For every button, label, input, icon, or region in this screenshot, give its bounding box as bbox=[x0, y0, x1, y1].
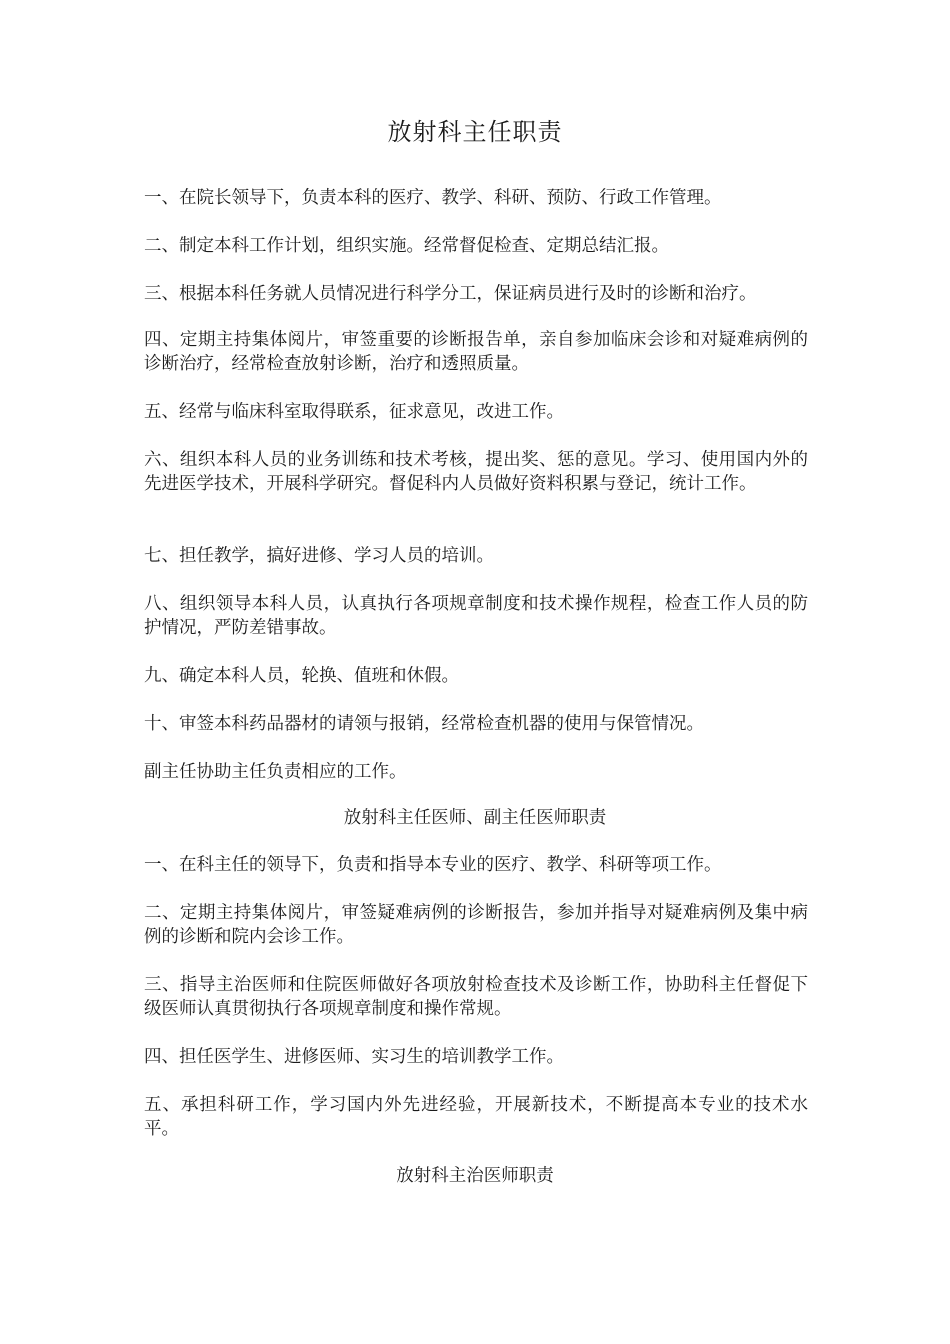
duty-item-6: 六、组织本科人员的业务训练和技术考核，提出奖、惩的意见。学习、使用国内外的先进医学技术，开展科学研究。督促科内人员做好资料积累与登记，统计工作。 bbox=[144, 450, 808, 494]
duty-item-8: 八、组织领导本科人员，认真执行各项规章制度和技术操作规程，检查工作人员的防护情况，严防差错事故。 bbox=[144, 594, 808, 638]
duty-item-5: 五、经常与临床科室取得联系，征求意见，改进工作。 bbox=[144, 402, 564, 422]
physician-duty-item-3: 三、指导主治医师和住院医师做好各项放射检查技术及诊断工作，协助科主任督促下级医师认真贯彻执行各项规章制度和操作常规。 bbox=[144, 975, 808, 1019]
duty-item-3: 三、根据本科任务就人员情况进行科学分工，保证病员进行及时的诊断和治疗。 bbox=[144, 284, 757, 304]
duty-item-4: 四、定期主持集体阅片，审签重要的诊断报告单，亲自参加临床会诊和对疑难病例的诊断治疗，经常检查放射诊断，治疗和透照质量。 bbox=[144, 330, 808, 374]
duty-item-9: 九、确定本科人员，轮换、值班和休假。 bbox=[144, 666, 459, 686]
duty-item-2: 二、制定本科工作计划，组织实施。经常督促检查、定期总结汇报。 bbox=[144, 236, 669, 256]
section-heading-attending-physician: 放射科主治医师职责 bbox=[396, 1166, 554, 1186]
physician-duty-item-5: 五、承担科研工作，学习国内外先进经验，开展新技术，不断提高本专业的技术水平。 bbox=[144, 1095, 808, 1139]
physician-duty-item-2: 二、定期主持集体阅片，审签疑难病例的诊断报告，参加并指导对疑难病例及集中病例的诊断和院内会诊工作。 bbox=[144, 903, 808, 947]
duty-item-10: 十、审签本科药品器材的请领与报销，经常检查机器的使用与保管情况。 bbox=[144, 714, 704, 734]
physician-duty-item-4: 四、担任医学生、进修医师、实习生的培训教学工作。 bbox=[144, 1047, 564, 1067]
deputy-note: 副主任协助主任负责相应的工作。 bbox=[144, 762, 407, 782]
document-title: 放射科主任职责 bbox=[387, 118, 563, 146]
duty-item-7: 七、担任教学，搞好进修、学习人员的培训。 bbox=[144, 546, 494, 566]
physician-duty-item-1: 一、在科主任的领导下，负责和指导本专业的医疗、教学、科研等项工作。 bbox=[144, 855, 722, 875]
section-heading-chief-physician: 放射科主任医师、副主任医师职责 bbox=[343, 808, 607, 828]
duty-item-1: 一、在院长领导下，负责本科的医疗、教学、科研、预防、行政工作管理。 bbox=[144, 188, 722, 208]
